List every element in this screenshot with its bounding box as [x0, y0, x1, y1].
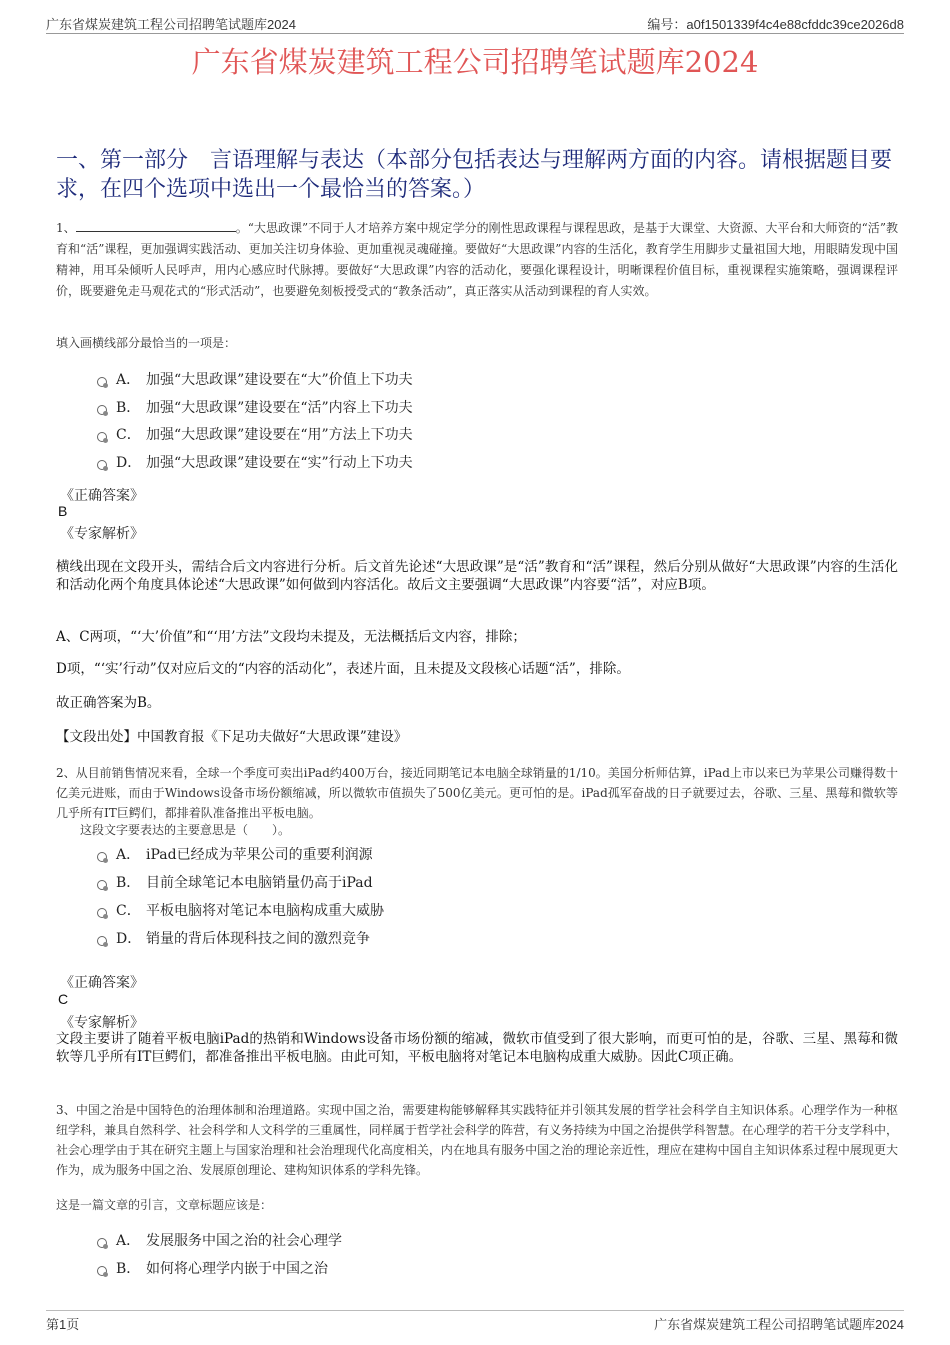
- question-2-prompt: 这段文字要表达的主要意思是（ ）。: [80, 823, 291, 837]
- question-1-blank: [76, 219, 236, 232]
- radio-icon[interactable]: [97, 1266, 107, 1276]
- q1-answer-label: 《正确答案》: [60, 488, 144, 504]
- q2-answer-value: C: [58, 991, 69, 1007]
- q1-analysis-source: 【文段出处】中国教育报《下足功夫做好“大思政课”建设》: [56, 729, 408, 745]
- q3-option-b[interactable]: [97, 1259, 328, 1279]
- option-letter: D．: [116, 455, 142, 471]
- option-letter: A．: [116, 372, 141, 388]
- option-text: 发展服务中国之治的社会心理学: [146, 1233, 342, 1249]
- radio-icon[interactable]: [97, 405, 107, 415]
- radio-icon[interactable]: [97, 908, 107, 918]
- option-text: 平板电脑将对笔记本电脑构成重大威胁: [146, 903, 384, 919]
- footer-divider: [46, 1310, 904, 1311]
- q2-answer-label: 《正确答案》: [60, 975, 144, 991]
- question-2-text: [56, 763, 898, 823]
- option-text: 如何将心理学内嵌于中国之治: [146, 1261, 328, 1277]
- page-title: 广东省煤炭建筑工程公司招聘笔试题库2024: [191, 45, 759, 79]
- question-1-number: 1、: [56, 221, 76, 235]
- option-text: 加强“大思政课”建设要在“大”价值上下功夫: [146, 372, 413, 388]
- option-letter: C．: [116, 427, 141, 443]
- option-text: iPad已经成为苹果公司的重要利润源: [146, 847, 373, 863]
- option-text: 加强“大思政课”建设要在“用”方法上下功夫: [146, 427, 413, 443]
- question-1-body: 。“大思政课”不同于人才培养方案中规定学分的刚性思政课程与课程思政，是基于大课堂、大资源、大平台和大师资的“活”教育和“活”课程，更加强调实践活动、更加关注切身体验、更加重视灵魂碰撞。要做好“大思政课”内容的生活化，教育学生用脚步丈量祖国大地，用眼睛发现中国精神，用耳朵倾听人民呼声，用内心感应时代脉搏。要做好“大思政课”内容的活动化，要强化课程设计，明晰课程价值目标，重视课程实施策略，强调课程评价，既要避免走马观花式的“形式活动”，也要避免刻板授受式的“教条活动”，真正落实从活动到课程的育人实效。: [56, 221, 898, 298]
- option-letter: A．: [116, 1233, 141, 1249]
- footer-doc-title: 广东省煤炭建筑工程公司招聘笔试题库2024: [654, 1317, 904, 1332]
- question-1-prompt: 填入画横线部分最恰当的一项是：: [56, 336, 237, 350]
- q2-analysis-label: 《专家解析》: [60, 1015, 144, 1031]
- option-text: 销量的背后体现科技之间的激烈竞争: [146, 931, 370, 947]
- question-3-body: 中国之治是中国特色的治理体制和治理道路。实现中国之治，需要建构能够解释其实践特征并引领其发展的哲学社会科学自主知识体系。心理学作为一种枢纽学科，兼具自然科学、社会科学和人文科学的三重属性，同样属于哲学社会科学的阵营，有义务持续为中国之治提供学科智慧。在心理学的若干分支学科中，社会心理学由于其在研究主题上与国家治理和社会治理现代化高度相关，内在地具有服务中国之治的理论亲近性，理应在建构中国自主知识体系过程中展现更大作为，成为服务中国之治、发展原创理论、建构知识体系的学科先锋。: [56, 1103, 898, 1177]
- q1-analysis-label: 《专家解析》: [60, 526, 144, 542]
- radio-icon[interactable]: [97, 460, 107, 470]
- option-letter: B．: [116, 1261, 141, 1277]
- q2-option-b[interactable]: [97, 873, 373, 893]
- q1-answer-value: B: [58, 503, 68, 519]
- question-2-body: 从目前销售情况来看，全球一个季度可卖出iPad约400万台，接近同期笔记本电脑全球销量的1/10。美国分析师估算，iPad上市以来已为苹果公司赚得数十亿美元进账，而由于Windows设备市场份额缩减，所以微软市值损失了500亿美元。更可怕的是。iPad孤军奋战的日子就要过去，谷歌、三星、黑莓和微软等几乎所有IT巨鳄们，都排着队准备推出平板电脑。: [56, 766, 898, 820]
- q1-option-c[interactable]: [97, 425, 413, 445]
- question-3-text: [56, 1100, 898, 1180]
- question-2-number: 2、: [56, 766, 76, 780]
- q1-analysis-p2: A、C两项，“‘大’价值”和“‘用’方法”文段均未提及，无法概括后文内容，排除；: [56, 629, 526, 645]
- q1-option-b[interactable]: [97, 398, 413, 418]
- radio-icon[interactable]: [97, 377, 107, 387]
- header-divider: [46, 33, 904, 34]
- option-text: 加强“大思政课”建设要在“实”行动上下功夫: [146, 455, 413, 471]
- radio-icon[interactable]: [97, 1238, 107, 1248]
- header-doc-title: 广东省煤炭建筑工程公司招聘笔试题库2024: [46, 17, 296, 32]
- question-1-text: [56, 218, 898, 302]
- q1-analysis-p1: 横线出现在文段开头，需结合后文内容进行分析。后文首先论述“大思政课”是“活”教育和“活”课程，然后分别从做好“大思政课”内容的生活化和活动化两个角度具体论述“大思政课”如何做到内容活化。故后文主要强调“大思政课”内容要“活”，对应B项。: [56, 559, 898, 593]
- q3-option-a[interactable]: [97, 1231, 342, 1251]
- q2-option-c[interactable]: [97, 901, 384, 921]
- q2-option-d[interactable]: [97, 929, 370, 949]
- q1-option-d[interactable]: [97, 453, 413, 473]
- radio-icon[interactable]: [97, 936, 107, 946]
- q2-analysis: 文段主要讲了随着平板电脑iPad的热销和Windows设备市场份额的缩减，微软市值受到了很大影响，而更可怕的是，谷歌、三星、黑莓和微软等几乎所有IT巨鳄们，都准备推出平板电脑。由此可知，平板电脑将对笔记本电脑构成重大威胁。因此C项正确。: [56, 1031, 898, 1065]
- radio-icon[interactable]: [97, 880, 107, 890]
- question-3-number: 3、: [56, 1103, 76, 1117]
- option-letter: B．: [116, 400, 141, 416]
- radio-icon[interactable]: [97, 852, 107, 862]
- option-text: 加强“大思政课”建设要在“活”内容上下功夫: [146, 400, 413, 416]
- q2-option-a[interactable]: [97, 845, 373, 865]
- option-letter: B．: [116, 875, 141, 891]
- option-letter: C．: [116, 903, 141, 919]
- question-3-prompt: 这是一篇文章的引言，文章标题应该是：: [56, 1198, 273, 1212]
- q1-option-a[interactable]: [97, 370, 413, 390]
- q1-analysis-p3: D项，“‘实’行动”仅对应后文的“内容的活动化”，表述片面，且未提及文段核心话题“活”，排除。: [56, 661, 630, 677]
- section-heading: 一、第一部分 言语理解与表达（本部分包括表达与理解两方面的内容。请根据题目要求，在四个选项中选出一个最恰当的答案。）: [56, 148, 893, 202]
- radio-icon[interactable]: [97, 432, 107, 442]
- option-letter: A．: [116, 847, 141, 863]
- footer-page-number: 第1页: [46, 1317, 80, 1332]
- option-letter: D．: [116, 931, 142, 947]
- option-text: 目前全球笔记本电脑销量仍高于iPad: [146, 875, 373, 891]
- q1-analysis-p4: 故正确答案为B。: [56, 695, 161, 711]
- header-doc-id: 编号：a0f1501339f4c4e88cfddc39ce2026d8: [647, 17, 904, 32]
